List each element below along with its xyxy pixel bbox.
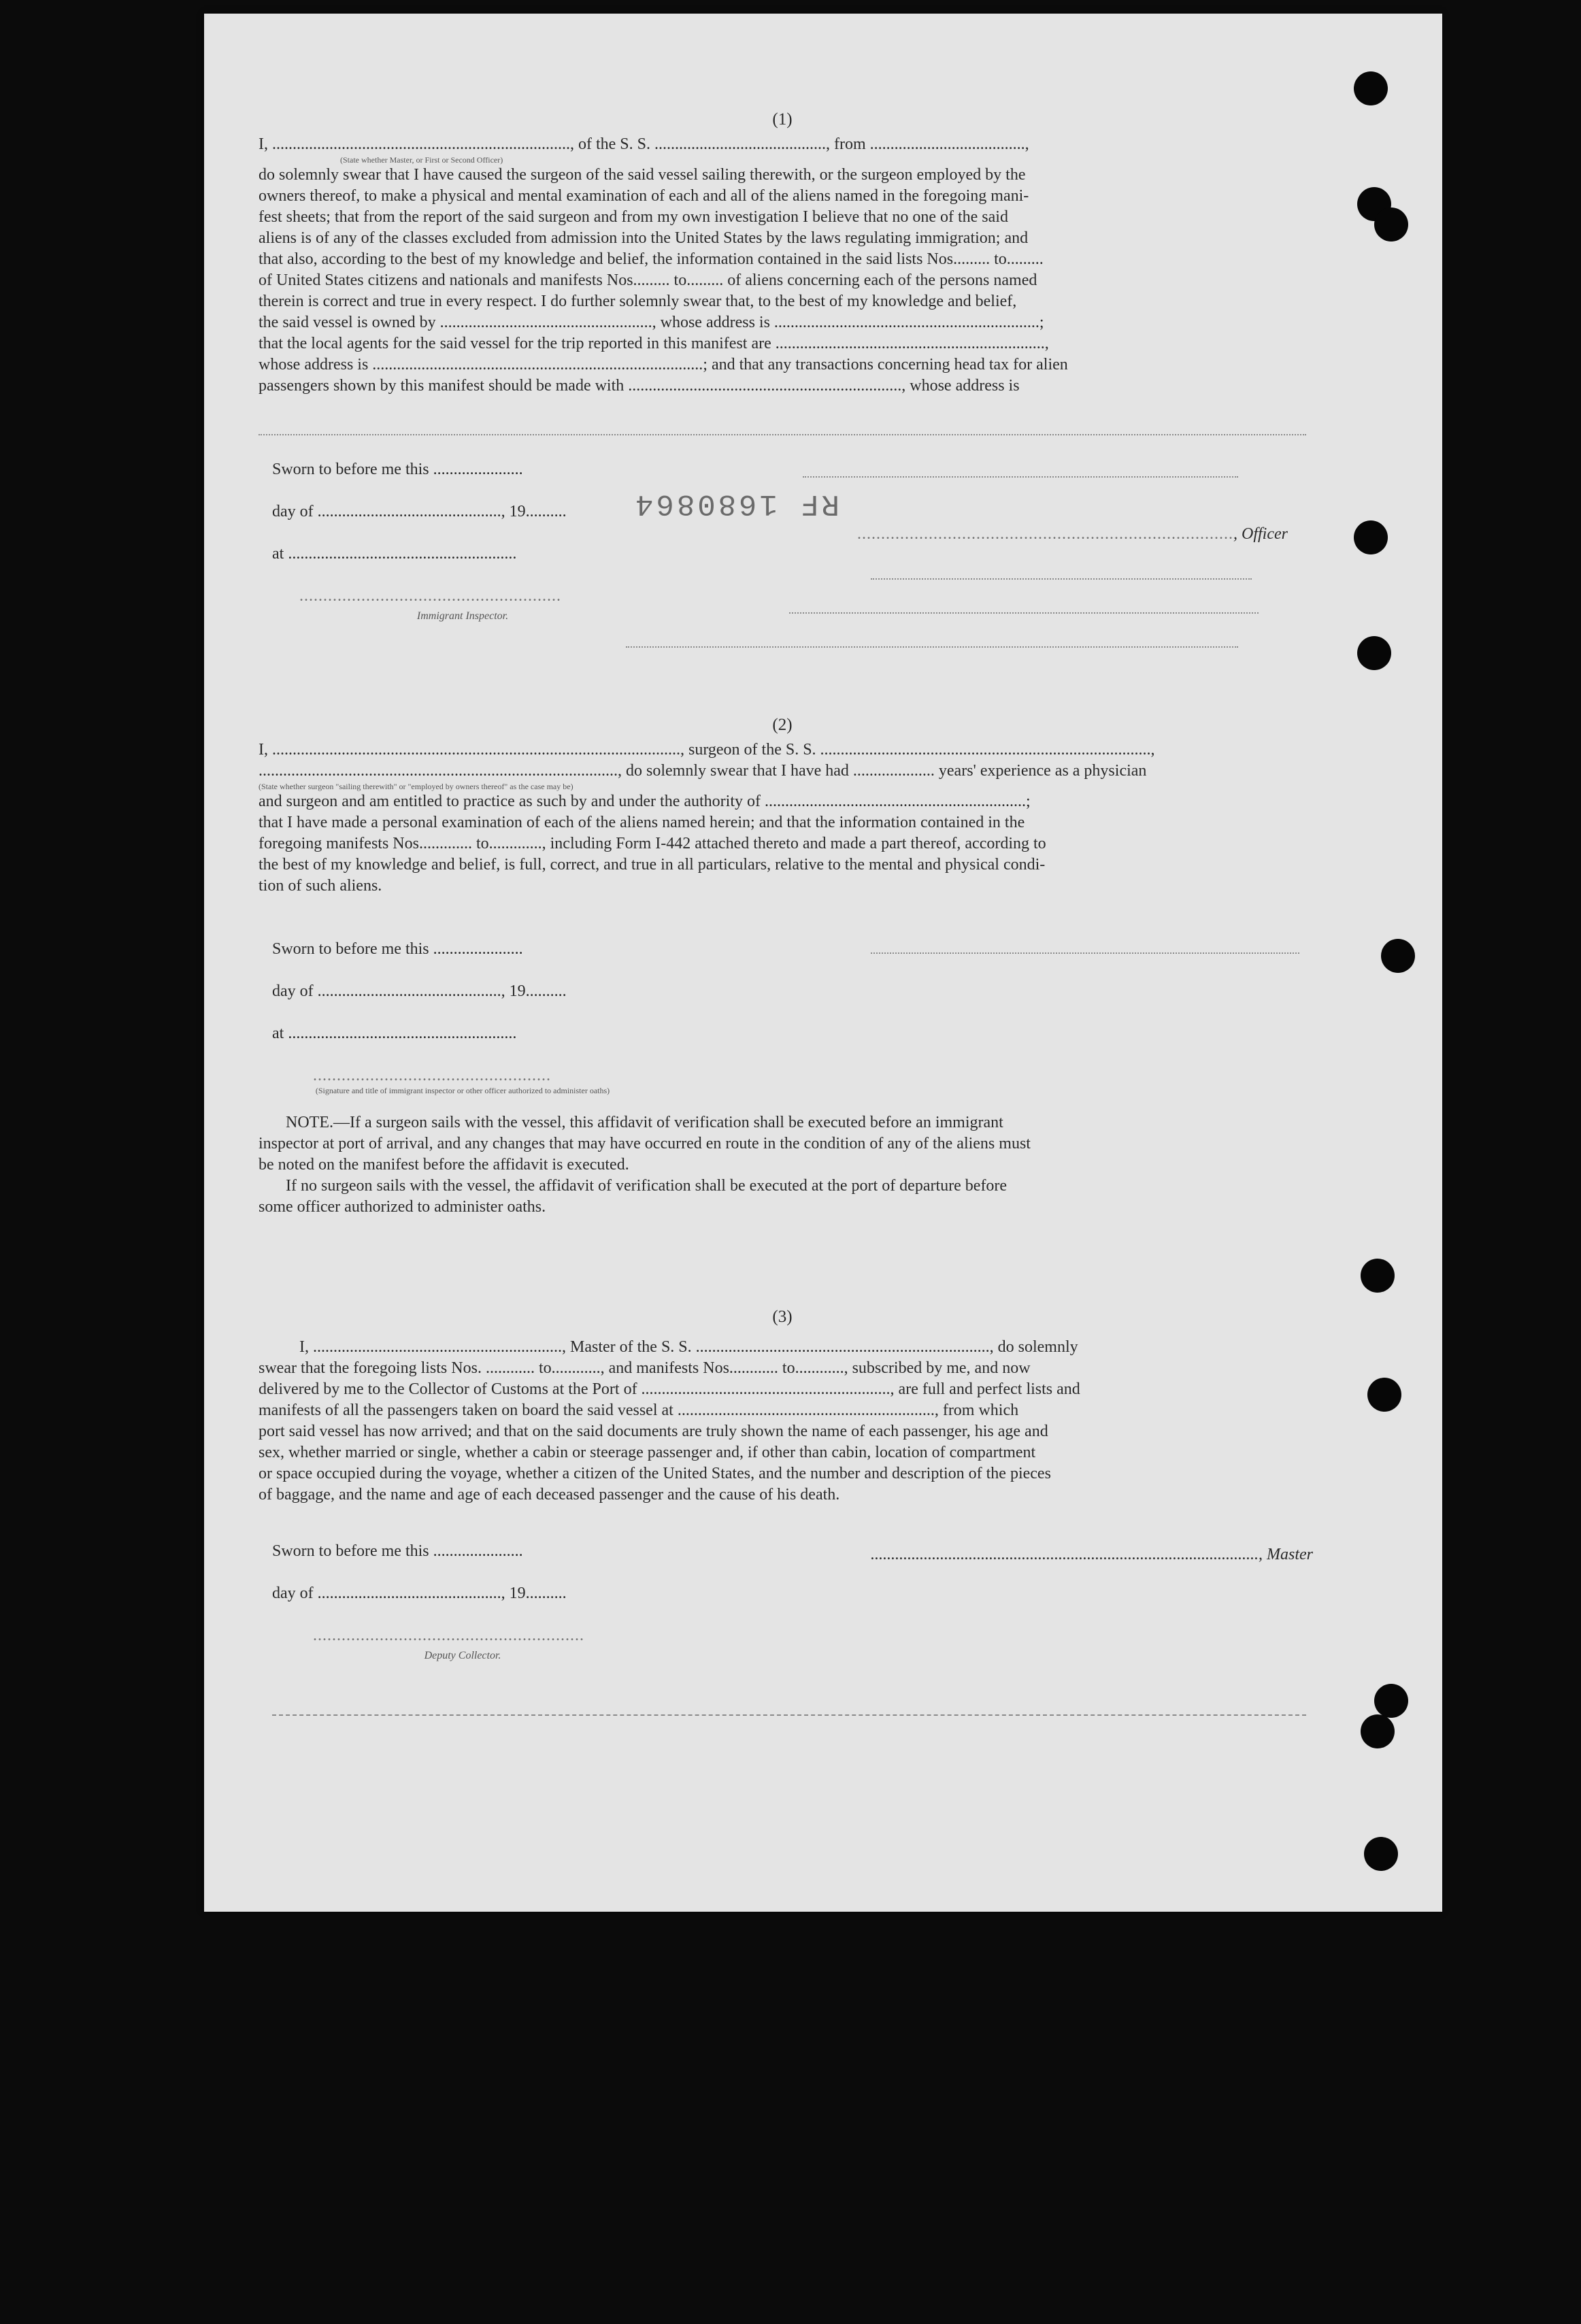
text-line: that I have made a personal examination of each of the aliens named herein; and that the information contained in the	[259, 814, 1025, 831]
punch-hole	[1354, 71, 1388, 105]
section-number: (1)	[772, 110, 793, 129]
sworn-line: Sworn to before me this ......................	[272, 940, 523, 958]
manifest-page	[204, 14, 1442, 1912]
faint-line	[789, 612, 1259, 614]
text-line: sex, whether married or single, whether a cabin or steerage passenger and, if other than cabin, location of compartment	[259, 1444, 1036, 1461]
text-line: do solemnly swear that I have caused the surgeon of the said vessel sailing therewith, or the surgeon employed by the	[259, 166, 1026, 184]
bottom-rule	[272, 1714, 1306, 1716]
surgeon-signature-line	[871, 952, 1299, 954]
text-line: aliens is of any of the classes excluded from admission into the United States by the laws regulating immigration; and	[259, 229, 1029, 247]
officer-line: ..............................................................................., Officer	[857, 525, 1288, 543]
deputy-signature-line: .........................................................	[313, 1627, 584, 1644]
section-1	[259, 109, 1306, 397]
punch-hole	[1357, 636, 1391, 670]
text-line: the best of my knowledge and belief, is full, correct, and true in all particulars, relative to the mental and physical condi-	[259, 856, 1046, 874]
punch-hole	[1374, 1684, 1408, 1718]
inspector-signature-line: .......................................................	[299, 587, 561, 605]
caption-signature: (Signature and title of immigrant inspector or other officer authorized to administer oaths)	[315, 1086, 610, 1095]
text-line: I, ............................................................., Master of the S. S. ........................................................................, do solemnly	[299, 1338, 1078, 1356]
day-line: day of ............................................., 19..........	[272, 1584, 567, 1602]
signature-line: ..................................................	[313, 1067, 551, 1084]
text-line: whose address is .................................................................................; and that any transactions concerning head tax for alien	[259, 356, 1068, 374]
section-1-sworn-block	[272, 459, 653, 627]
inspector-caption: Immigrant Inspector.	[416, 610, 509, 622]
text-line: and surgeon and am entitled to practice as such by and under the authority of ................................................................;	[259, 793, 1031, 810]
day-line: day of ............................................., 19..........	[272, 503, 567, 520]
address-line	[259, 434, 1306, 435]
master-line: ..............................................................................................., Master	[871, 1546, 1313, 1563]
punch-hole	[1361, 1259, 1395, 1293]
text-line: foregoing manifests Nos............. to............., including Form I-442 attached thereto and made a part thereof, according to	[259, 835, 1046, 852]
section-2-note	[259, 1112, 1306, 1218]
text-line: owners thereof, to make a physical and mental examination of each and all of the aliens named in the foregoing mani-	[259, 187, 1029, 205]
section-2-sworn-block	[272, 939, 653, 1095]
deputy-caption: Deputy Collector.	[424, 1650, 501, 1661]
section-3-sworn-block	[272, 1541, 653, 1666]
sworn-line: Sworn to before me this ......................	[272, 461, 523, 478]
day-line: day of ............................................., 19..........	[272, 982, 567, 1000]
text-line: I, ...................................................................................................., surgeon of the S. S. .................................................................................,	[259, 741, 1155, 759]
punch-hole	[1361, 1714, 1395, 1748]
text-line: that also, according to the best of my knowledge and belief, the information contained in the said lists Nos......... to.........	[259, 250, 1044, 268]
officer-label: , Officer	[1233, 525, 1288, 543]
text-line: port said vessel has now arrived; and that on the said documents are truly shown the name of each passenger, his age and	[259, 1423, 1048, 1440]
note-line: If no surgeon sails with the vessel, the affidavit of verification shall be executed at the port of departure before	[286, 1177, 1008, 1195]
text-line: of baggage, and the name and age of each deceased passenger and the cause of his death.	[259, 1486, 840, 1504]
note-line: some officer authorized to administer oaths.	[259, 1198, 546, 1216]
text-line: I, ........................................................................., of the S. S. .........................................., from ......................................,	[259, 135, 1029, 153]
note-line: inspector at port of arrival, and any changes that may have occurred en route in the condition of any of the aliens must	[259, 1135, 1031, 1152]
text-line: swear that the foregoing lists Nos. ............ to............, and manifests Nos............ to............, subscribed by me, and now	[259, 1359, 1031, 1377]
text-line: fest sheets; that from the report of the said surgeon and from my own investigation I believe that no one of the said	[259, 208, 1008, 226]
sworn-line: Sworn to before me this ......................	[272, 1542, 523, 1560]
punch-hole	[1367, 1378, 1401, 1412]
punch-hole	[1374, 208, 1408, 242]
text-line: that the local agents for the said vessel for the trip reported in this manifest are ..................................................................,	[259, 335, 1049, 352]
note-line: NOTE.—If a surgeon sails with the vessel, this affidavit of verification shall be executed before an immigrant	[286, 1114, 1003, 1131]
text-line: therein is correct and true in every respect. I do further solemnly swear that, to the best of my knowledge and belief,	[259, 293, 1017, 310]
section-number: (3)	[772, 1308, 793, 1326]
punch-hole	[1364, 1837, 1398, 1871]
text-line: manifests of all the passengers taken on board the said vessel at ..............................................................., from which	[259, 1401, 1019, 1419]
text-line: or space occupied during the voyage, whether a citizen of the United States, and the number and description of the pieces	[259, 1465, 1051, 1482]
at-line: at ........................................................	[272, 1025, 517, 1042]
section-number: (2)	[772, 716, 793, 734]
note-line: be noted on the manifest before the affidavit is executed.	[259, 1156, 629, 1174]
at-line: at ........................................................	[272, 545, 517, 563]
text-line: delivered by me to the Collector of Customs at the Port of ............................................................., are full and perfect lists and	[259, 1380, 1080, 1398]
text-line: the said vessel is owned by ...................................................., whose address is .................................................................;	[259, 314, 1044, 331]
faint-line	[626, 646, 1238, 648]
text-line: tion of such aliens.	[259, 877, 382, 895]
punch-hole	[1381, 939, 1415, 973]
text-line: passengers shown by this manifest should be made with ..................................................................., whose address is	[259, 377, 1020, 395]
section-2	[259, 714, 1306, 897]
caption-master: (State whether Master, or First or Second Officer)	[340, 155, 503, 165]
faint-line	[871, 578, 1252, 580]
caption-surgeon: (State whether surgeon "sailing therewith" or "employed by owners thereof" as the case may be)	[259, 782, 573, 791]
punch-hole	[1354, 520, 1388, 554]
text-line: of United States citizens and nationals and manifests Nos......... to......... of aliens concerning each of the persons named	[259, 271, 1037, 289]
officer-signature-line	[803, 476, 1238, 478]
stamp-number: RF 1680864	[633, 486, 840, 520]
text-line: ........................................................................................, do solemnly swear that I have had .................... years' experience as a physician	[259, 762, 1147, 780]
section-3	[259, 1306, 1306, 1506]
